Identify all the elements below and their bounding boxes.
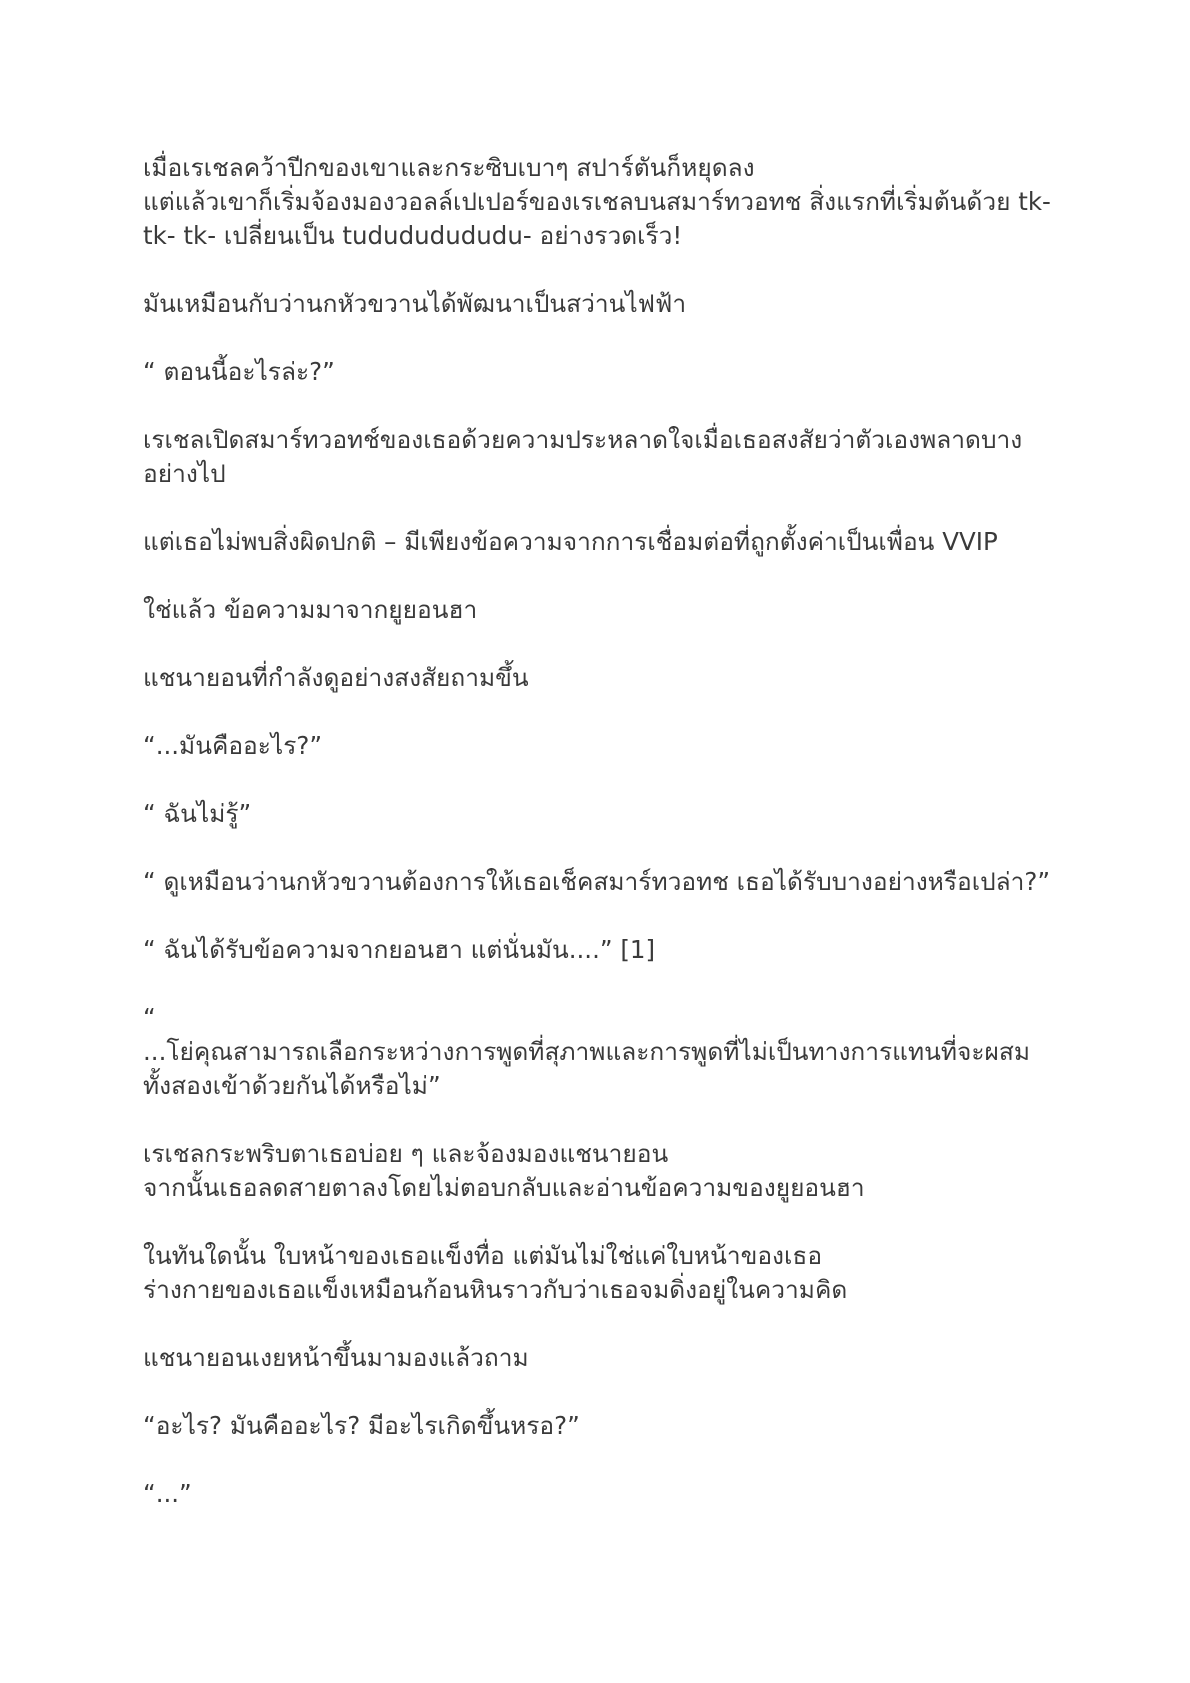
paragraph: “ <box>143 1003 156 1032</box>
document-body <box>143 151 1053 1545</box>
paragraph: แชนายอนเงยหน้าขึ้นมามองแล้วถาม <box>143 1343 529 1372</box>
paragraph: “...” <box>143 1479 192 1508</box>
paragraph: “อะไร? มันคืออะไร? มีอะไรเกิดขึ้นหรอ?” <box>143 1411 580 1440</box>
paragraph: ...โย่คุณสามารถเลือกระหว่างการพูดที่สุภาพและการพูดที่ไม่เป็นทางการแทนที่จะผสมทั้งสองเข้าด้วยกันได้หรือไม่” <box>143 1037 1030 1100</box>
paragraph: เรเชลกระพริบตาเธอบ่อย ๆ และจ้องมองแชนายอน จากนั้นเธอลดสายตาลงโดยไม่ตอบกลับและอ่านข้อความของยูยอนฮา <box>143 1139 865 1202</box>
paragraph: “ ฉันไม่รู้” <box>143 799 252 828</box>
paragraph: “ ดูเหมือนว่านกหัวขวานต้องการให้เธอเช็คสมาร์ทวอทช เธอได้รับบางอย่างหรือเปล่า?” <box>143 867 1051 896</box>
paragraph: ใช่แล้ว ข้อความมาจากยูยอนฮา <box>143 595 478 624</box>
paragraph: “ ฉันได้รับข้อความจากยอนฮา แต่นั่นมัน....” [1] <box>143 935 656 964</box>
paragraph: แต่เธอไม่พบสิ่งผิดปกติ – มีเพียงข้อความจากการเชื่อมต่อที่ถูกตั้งค่าเป็นเพื่อน VVIP <box>143 527 998 556</box>
paragraph: “ ตอนนี้อะไรล่ะ?” <box>143 357 335 386</box>
paragraph: ในทันใดนั้น ใบหน้าของเธอแข็งทื่อ แต่มันไม่ใช่แค่ใบหน้าของเธอ ร่างกายของเธอแข็งเหมือนก้อนหินราวกับว่าเธอจมดิ่งอยู่ในความคิด <box>143 1241 848 1304</box>
paragraph: มันเหมือนกับว่านกหัวขวานได้พัฒนาเป็นสว่านไฟฟ้า <box>143 289 687 318</box>
paragraph: แชนายอนที่กำลังดูอย่างสงสัยถามขึ้น <box>143 663 529 692</box>
paragraph: เมื่อเรเชลคว้าปีกของเขาและกระซิบเบาๆ สปาร์ตันก็หยุดลง แต่แล้วเขาก็เริ่มจ้องมองวอลล์เปเปอร์ของเรเชลบนสมาร์ทวอทช สิ่งแรกที่เริ่มต้นด้วย tk- tk- tk- เปลี่ยนเป็น tudududududu- อย่างรวดเร็ว! <box>143 153 1051 250</box>
paragraph: “...มันคืออะไร?” <box>143 731 323 760</box>
paragraph: เรเชลเปิดสมาร์ทวอทช์ของเธอด้วยความประหลาดใจเมื่อเธอสงสัยว่าตัวเองพลาดบางอย่างไป <box>143 425 1023 488</box>
